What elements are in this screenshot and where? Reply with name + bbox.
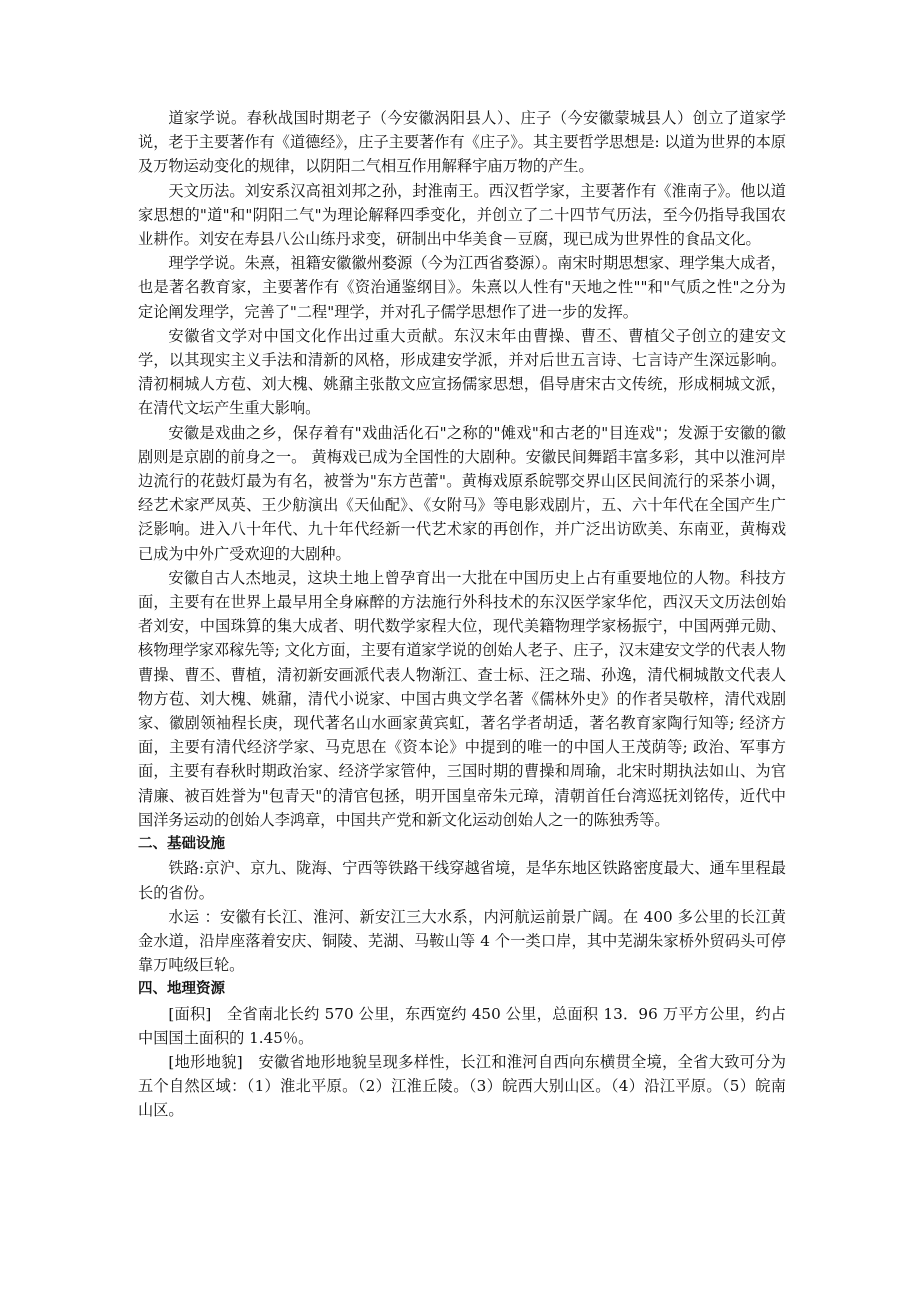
section-heading-infrastructure: 二、基础设施 — [138, 836, 225, 853]
paragraph-notable-people: 安徽自古人杰地灵，这块土地上曾孕育出一大批在中国历史上占有重要地位的人物。科技方面，主要有在世界上最早用全身麻醉的方法施行外科技术的东汉医学家华佗，西汉天文历法创始者刘安，中国珠算的集大成者、明代数学家程大位，现代美籍物理学家杨振宁，中国两弹元勋、核物理学家邓稼先等; 文化方面，主要有道家学说的创始人老子、庄子，汉末建安文学的代表人物曹操、曹丕、曹植，清初新安画派代表人物渐江、查士标、汪之瑞、孙逸，清代桐城散文代表人物方苞、刘大槐、姚鼐，清代小说家、中国古典文学名著《儒林外史》的作者吴敬梓，清代戏剧家、徽剧领袖程长庚，现代著名山水画家黄宾虹，著名学者胡适，著名教育家陶行知等; 经济方面，主要有清代经济学家、马克思在《资本论》中提到的唯一的中国人王茂荫等; 政治、军事方面，主要有春秋时期政治家、经济学家管仲，三国时期的曹操和周瑜，北宋时期执法如山、为官清廉、被百姓誉为"包青天"的清官包拯，明开国皇帝朱元璋，清朝首任台湾巡抚刘铭传，近代中国洋务运动的创始人李鸿章，中国共产党和新文化运动创始人之一的陈独秀等。 — [138, 568, 786, 829]
paragraph-astronomy: 天文历法。刘安系汉高祖刘邦之孙，封淮南王。西汉哲学家，主要著作有《淮南子》。他以道家思想的"道"和"阴阳二气"为理论解释四季变化，并创立了二十四节气历法，至今仍指导我国农业耕作。刘安在寿县八公山练丹求变，研制出中华美食－豆腐，现已成为世界性的食品文化。 — [138, 181, 786, 249]
paragraph-opera: 安徽是戏曲之乡，保存着有"戏曲活化石"之称的"傩戏"和古老的"目连戏"；发源于安徽的徽剧则是京剧的前身之一。 黄梅戏已成为全国性的大剧种。安徽民间舞蹈丰富多彩，其中以淮河岸边流行的花鼓灯最为有名，被誉为"东方芭蕾"。黄梅戏原系皖鄂交界山区民间流行的采茶小调，经艺术家严凤英、王少舫演出《天仙配》、《女附马》等电影戏剧片，五、六十年代在全国产生广泛影响。进入八十年代、九十年代经新一代艺术家的再创作，并广泛出访欧美、东南亚，黄梅戏已成为中外广受欢迎的大剧种。 — [138, 423, 786, 563]
paragraph-landform: [地形地貌] 安徽省地形地貌呈现多样性，长江和淮河自西向东横贯全境，全省大致可分为五个自然区域：（1）淮北平原。（2）江淮丘陵。（3）皖西大别山区。（4）沿江平原。（5）皖南山区。 — [138, 1052, 786, 1120]
paragraph-literature: 安徽省文学对中国文化作出过重大贡献。东汉末年由曹操、曹丕、曹植父子创立的建安文学，以其现实主义手法和清新的风格，形成建安学派，并对后世五言诗、七言诗产生深远影响。清初桐城人方苞、刘大槐、姚鼐主张散文应宣扬儒家思想，倡导唐宋古文传统，形成桐城文派，在清代文坛产生重大影响。 — [138, 326, 786, 418]
document-page — [138, 106, 786, 1123]
paragraph-area: [面积] 全省南北长约 570 公里，东西宽约 450 公里，总面积 13．96 万平方公里，约占中国国土面积的 1.45％。 — [138, 1004, 786, 1047]
section-heading-geography: 四、地理资源 — [138, 981, 225, 998]
paragraph-neo-confucianism: 理学学说。朱熹，祖籍安徽徽州婺源（今为江西省婺源）。南宋时期思想家、理学集大成者，也是著名教育家，主要著作有《资治通鉴纲目》。朱熹以人性有"天地之性""和"气质之性"之分为定论阐发理学，完善了"二程"理学，并对孔子儒学思想作了进一步的发挥。 — [138, 254, 786, 321]
paragraph-taoism: 道家学说。春秋战国时期老子（今安徽涡阳县人）、庄子（今安徽蒙城县人）创立了道家学说，老于主要著作有《道德经》，庄子主要著作有《庄子》。其主要哲学思想是: 以道为世界的本原及万物运动变化的规律，以阴阳二气相互作用解释宇庙万物的产生。 — [138, 109, 786, 176]
paragraph-railway: 铁路:京沪、京九、陇海、宁西等铁路干线穿越省境，是华东地区铁路密度最大、通车里程最长的省份。 — [138, 859, 786, 902]
paragraph-waterway: 水运 ：安徽有长江、淮河、新安江三大水系，内河航运前景广阔。在 400 多公里的长江黄金水道，沿岸座落着安庆、铜陵、芜湖、马鞍山等 4 个一类口岸，其中芜湖朱家桥外贸码头可停靠万吨级巨轮。 — [138, 907, 786, 975]
